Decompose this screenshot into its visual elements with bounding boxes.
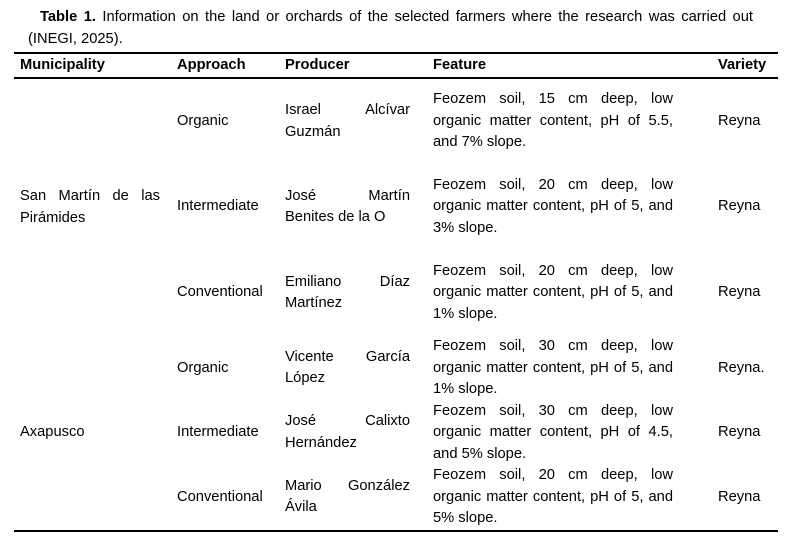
approach-cell: Organic bbox=[177, 112, 229, 129]
producer-cell: Israel Alcívar Guzmán bbox=[285, 102, 410, 140]
producer-cell: Vicente García López bbox=[285, 348, 410, 387]
municipality-cell: Axapusco bbox=[20, 424, 85, 440]
variety-cell: Reyna bbox=[718, 284, 761, 301]
producer-cell: Mario González Ávila bbox=[285, 477, 410, 516]
producer-cell: José Martín Benites de la O bbox=[285, 187, 410, 225]
feature-cell: Feozem soil, 30 cm deep, low organic matter content, pH of 4.5, and 5% slope. bbox=[433, 402, 673, 462]
variety-cell: Reyna bbox=[718, 488, 761, 505]
feature-cell: Feozem soil, 30 cm deep, low organic matter content, pH of 5, and 1% slope. bbox=[433, 338, 673, 397]
table-row bbox=[14, 336, 778, 401]
table-header-row bbox=[14, 53, 778, 78]
col-header-approach: Approach bbox=[174, 53, 285, 78]
table-caption-text: Information on the land or orchards of the selected farmers where the research was carried out (INEGI, 2025). bbox=[28, 9, 753, 47]
approach-cell: Conventional bbox=[177, 284, 263, 301]
feature-cell: Feozem soil, 20 cm deep, low organic matter content, pH of 5, and 1% slope. bbox=[433, 262, 673, 322]
approach-cell: Intermediate bbox=[177, 424, 259, 440]
approach-cell: Organic bbox=[177, 359, 229, 376]
municipality-cell: San Martín de las Pirámides bbox=[20, 188, 160, 226]
col-header-producer: Producer bbox=[285, 53, 433, 78]
approach-cell: Intermediate bbox=[177, 198, 259, 215]
variety-cell: Reyna. bbox=[718, 359, 765, 376]
variety-cell: Reyna bbox=[718, 112, 761, 129]
col-header-variety: Variety bbox=[711, 53, 778, 78]
approach-cell: Conventional bbox=[177, 488, 263, 505]
table-caption-label: Table 1. bbox=[40, 9, 96, 25]
feature-cell: Feozem soil, 15 cm deep, low organic matter content, pH of 5.5, and 7% slope. bbox=[433, 91, 673, 151]
feature-cell: Feozem soil, 20 cm deep, low organic matter content, pH of 5, and 5% slope. bbox=[433, 467, 673, 526]
variety-cell: Reyna bbox=[718, 424, 761, 440]
table-caption bbox=[28, 6, 753, 50]
table-row bbox=[14, 78, 778, 164]
feature-cell: Feozem soil, 20 cm deep, low organic matter content, pH of 5, and 3% slope. bbox=[433, 176, 673, 236]
variety-cell: Reyna bbox=[718, 198, 761, 215]
farmers-land-table bbox=[14, 52, 778, 532]
producer-cell: José Calixto Hernández bbox=[285, 413, 410, 451]
col-header-municipality: Municipality bbox=[14, 53, 174, 78]
producer-cell: Emiliano Díaz Martínez bbox=[285, 273, 410, 311]
col-header-feature: Feature bbox=[433, 53, 711, 78]
document-page bbox=[0, 6, 792, 537]
